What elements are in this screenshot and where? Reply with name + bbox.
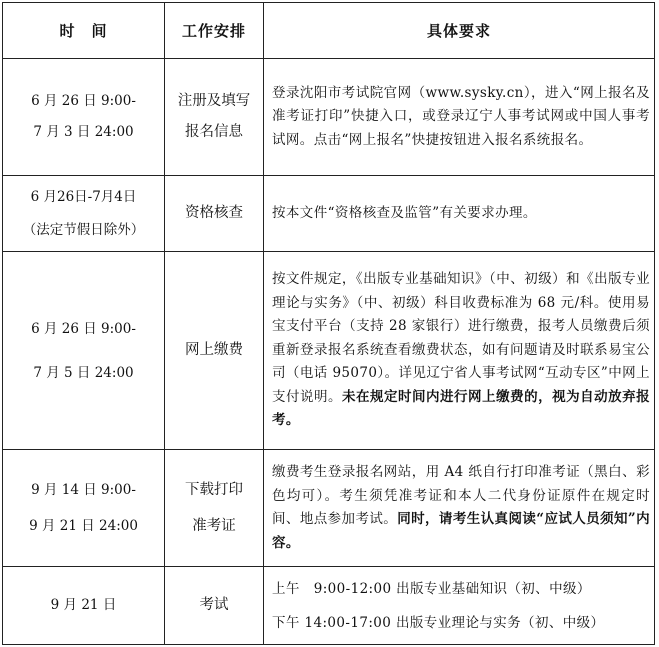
- time-line: 9 月 14 日 9:00-: [31, 482, 136, 498]
- table-row: [3, 176, 655, 252]
- requirements-cell: [264, 252, 655, 450]
- table-row: [3, 450, 655, 567]
- header-task: 工作安排: [165, 3, 264, 59]
- requirement-text: 缴费考生登录报名网站，用 A4 纸自行打印准考证（黑白、彩色均可）。考生须凭准考证和本人二代身份证原件在规定时间、地点参加考试。: [272, 464, 650, 527]
- task-cell: [165, 176, 264, 252]
- time-line: （法定节假日除外）: [22, 221, 145, 238]
- time-line: 6 月 26 日 9:00-: [31, 93, 136, 109]
- time-cell: [3, 176, 165, 252]
- time-line: 7 月 3 日 24:00: [33, 124, 134, 140]
- requirement-notice: 未在规定时间内进行网上缴费的，视为自动放弃报考。: [272, 388, 651, 429]
- time-cell: [3, 252, 165, 450]
- requirement-text: 按文件规定，《出版专业基础知识》（中、初级）和《出版专业理论与实务》（中、初级）科目收费标准为 68 元/科。使用易宝支付平台（支持 28 家银行）进行缴费，报考人员缴费后须重新登录报名系统查看缴费状态，如有问题请及时联系易宝公司（电话 95070）。详见辽宁省人事考试网“互动专区”中网上支付说明。: [272, 271, 650, 405]
- table-row: [3, 252, 655, 450]
- time-line: 9 月 21 日: [50, 597, 117, 613]
- table-row: [3, 59, 655, 176]
- task-cell: [165, 252, 264, 450]
- schedule-table: [2, 2, 655, 645]
- task-line: 注册及填写: [177, 93, 251, 109]
- requirements-cell: [264, 59, 655, 176]
- header-requirements: 具体要求: [264, 3, 655, 59]
- task-line: 资格核查: [185, 205, 243, 221]
- exam-line-afternoon: 下午 14:00-17:00 出版专业理论与实务（初、中级）: [272, 614, 605, 631]
- time-line: 9 月 21 日 24:00: [29, 518, 138, 534]
- task-cell: [165, 567, 264, 645]
- time-cell: [3, 567, 165, 645]
- exam-line-morning: 上午 9:00-12:00 出版专业基础知识（初、中级）: [272, 580, 591, 597]
- requirements-cell: [264, 567, 655, 645]
- task-line: 准考证: [192, 518, 236, 534]
- task-line: 网上缴费: [185, 342, 243, 358]
- time-line: 6 月26日-7月4日: [30, 188, 137, 205]
- requirements-cell: [264, 176, 655, 252]
- requirement-notice: 同时，请考生认真阅读“应试人员须知”内容。: [272, 511, 650, 551]
- requirement-text: 登录沈阳市考试院官网（www.sysky.cn），进入“网上报名及准考证打印”快捷入口，或登录辽宁人事考试网或中国人事考试网。点击“网上报名”快捷按钮进入报名系统报名。: [272, 84, 650, 148]
- task-line: 报名信息: [185, 124, 243, 140]
- time-cell: [3, 450, 165, 567]
- header-time: 时 间: [3, 3, 165, 59]
- task-line: 下载打印: [185, 482, 243, 498]
- task-cell: [165, 59, 264, 176]
- requirement-text: 按本文件“资格核查及监管”有关要求办理。: [272, 204, 537, 221]
- table-row: [3, 567, 655, 645]
- time-line: 6 月 26 日 9:00-: [31, 320, 136, 337]
- header-row: [3, 3, 655, 59]
- requirements-cell: [264, 450, 655, 567]
- task-line: 考试: [199, 597, 229, 613]
- time-line: 7 月 5 日 24:00: [33, 364, 134, 381]
- time-cell: [3, 59, 165, 176]
- task-cell: [165, 450, 264, 567]
